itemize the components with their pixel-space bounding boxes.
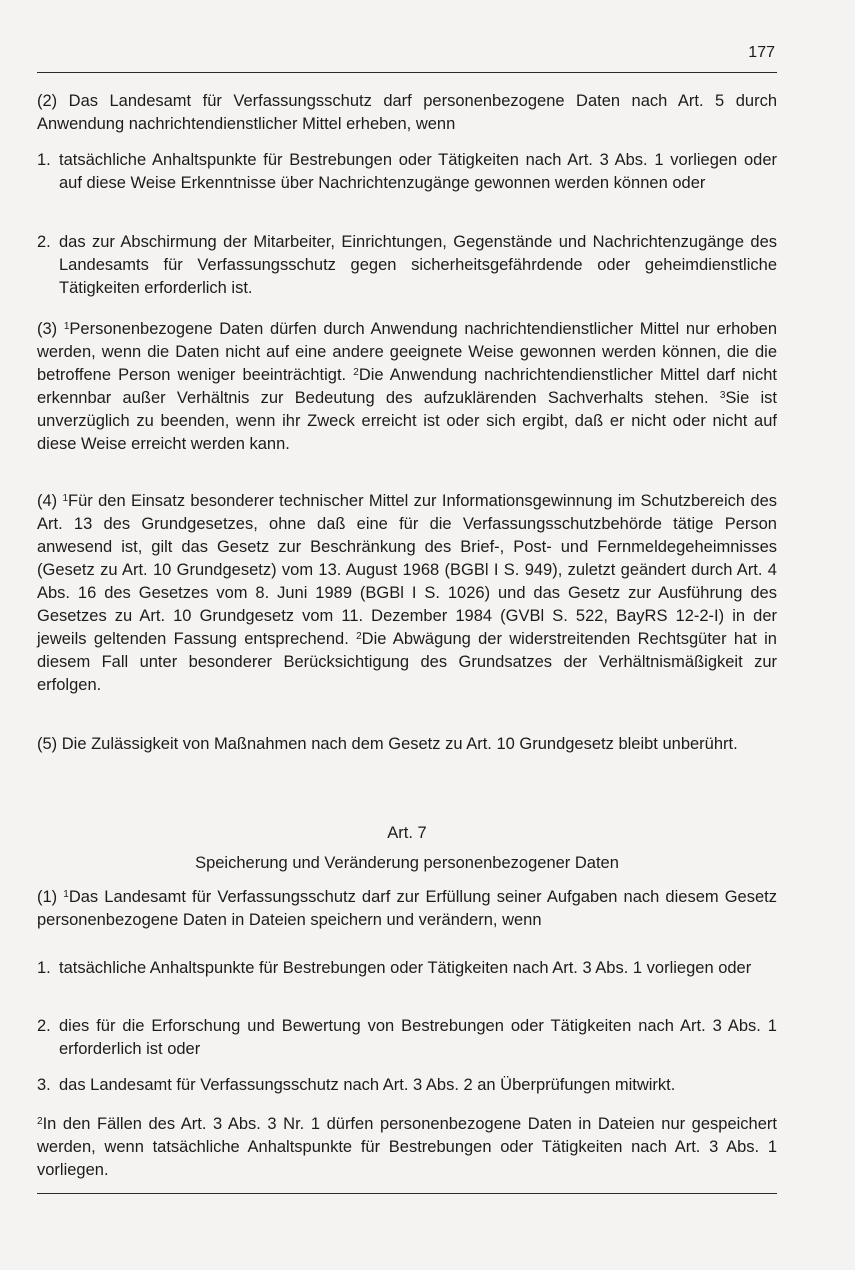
page-number: 177 xyxy=(748,44,775,61)
list-item xyxy=(37,1015,777,1061)
list-item xyxy=(37,149,777,195)
list-item-number: 3. xyxy=(37,1076,51,1094)
list-item xyxy=(37,957,777,980)
sentence: Die Abwägung der widerstreitenden Rechtsgüter hat in diesem Fall unter besonderer Berücksichtigung des Grundsatzes der Verhältnismäßigkeit zur erfolgen. xyxy=(37,630,777,694)
paragraph-2: (2) Das Landesamt für Verfassungsschutz darf personenbezogene Daten nach Art. 5 durch Anwendung nachrichtendienstlicher Mittel erheben, wenn xyxy=(37,92,777,133)
sentence: Sie ist unverzüglich zu beenden, wenn ihr Zweck erreicht ist oder sich ergibt, daß er nicht oder nicht auf diese Weise erreicht werden kann. xyxy=(37,389,778,453)
sentence-mark: 2 xyxy=(356,631,362,642)
list-item-text: das Landesamt für Verfassungsschutz nach Art. 3 Abs. 2 an Überprüfungen mitwirkt. xyxy=(59,1076,676,1094)
sentence-mark: 1 xyxy=(62,493,69,504)
sentence-mark: 1 xyxy=(63,889,69,900)
sentence: Die Anwendung nachrichtendienstlicher Mittel darf nicht erkennbar außer Verhältnis zur Bedeutung des aufzuklärenden Sachverhalts stehen. xyxy=(37,366,777,407)
list-item xyxy=(37,231,777,300)
footer-rule xyxy=(37,1193,777,1194)
paragraph-3 xyxy=(37,318,777,456)
list-item-number: 2. xyxy=(37,233,51,251)
sentence: Personenbezogene Daten dürfen durch Anwendung nachrichtendienstlicher Mittel nur erhoben werden, wenn die Daten nicht auf eine andere geeignete Weise gewonnen werden können, die die betroffene Person weniger beeinträchtigt. xyxy=(37,320,777,384)
sentence-mark: 3 xyxy=(719,390,726,401)
sentence-mark: 2 xyxy=(353,367,359,378)
paragraph-5: (5) Die Zulässigkeit von Maßnahmen nach dem Gesetz zu Art. 10 Grundgesetz bleibt unberührt. xyxy=(37,735,738,753)
sentence-mark: 2 xyxy=(37,1116,43,1127)
list-item-text: das zur Abschirmung der Mitarbeiter, Einrichtungen, Gegenstände und Nachrichtenzugänge des Landesamts für Verfassungsschutz gegen sicherheitsgefährdende oder geheimdienstliche Tätigkeiten erforderlich ist. xyxy=(59,233,777,297)
paragraph-4 xyxy=(37,490,777,697)
article-paragraph-2 xyxy=(37,1113,777,1182)
paragraph-lead: (1) xyxy=(37,888,64,906)
article-paragraph-1 xyxy=(37,886,777,932)
list-item xyxy=(37,1074,777,1097)
sentence: Das Landesamt für Verfassungsschutz darf zur Erfüllung seiner Aufgaben nach diesem Gesetz personenbezogene Daten in Dateien speichern und verändern, wenn xyxy=(37,888,777,929)
list-item-text: tatsächliche Anhaltspunkte für Bestrebungen oder Tätigkeiten nach Art. 3 Abs. 1 vorliegen oder xyxy=(59,959,752,977)
header-rule xyxy=(37,72,777,73)
list-item-number: 1. xyxy=(37,151,51,169)
article-number: Art. 7 xyxy=(387,824,427,842)
paragraph-lead: (3) xyxy=(37,320,64,338)
paragraph-lead: (4) xyxy=(37,492,63,510)
list-item-text: dies für die Erforschung und Bewertung von Bestrebungen oder Tätigkeiten nach Art. 3 Abs. 1 erforderlich ist oder xyxy=(59,1017,777,1058)
list-item-text: tatsächliche Anhaltspunkte für Bestrebungen oder Tätigkeiten nach Art. 3 Abs. 1 vorliegen oder auf diese Weise Erkenntnisse über Nachrichtenzugänge gewonnen werden können oder xyxy=(59,151,777,192)
sentence: Für den Einsatz besonderer technischer Mittel zur Informationsgewinnung im Schutzbereich des Art. 13 des Grundgesetzes, ohne daß eine für die Verfassungsschutzbehörde tätige Person anwesend ist, gilt das Gesetz zur Beschränkung des Brief-, Post- und Fernmeldegeheimnisses (Gesetz zu Art. 10 Grundgesetz) vom 13. August 1968 (BGBl I S. 949), zuletzt geändert durch Art. 4 Abs. 16 des Gesetzes vom 8. Juni 1989 (BGBl I S. 1026) und das Gesetz zur Ausführung des Gesetzes zu Art. 10 Grundgesetz vom 11. Dezember 1984 (GVBl S. 522, BayRS 12-2-I) in der jeweils geltenden Fassung entsprechend. xyxy=(37,492,777,648)
sentence: In den Fällen des Art. 3 Abs. 3 Nr. 1 dürfen personenbezogene Daten in Dateien nur gespeichert werden, wenn tatsächliche Anhaltspunkte für Bestrebungen oder Tätigkeiten nach Art. 3 Abs. 1 vorliegen. xyxy=(37,1115,777,1179)
article-title: Speicherung und Veränderung personenbezogener Daten xyxy=(195,854,619,872)
list-item-number: 2. xyxy=(37,1017,51,1035)
list-item-number: 1. xyxy=(37,959,51,977)
sentence-mark: 1 xyxy=(63,321,70,332)
